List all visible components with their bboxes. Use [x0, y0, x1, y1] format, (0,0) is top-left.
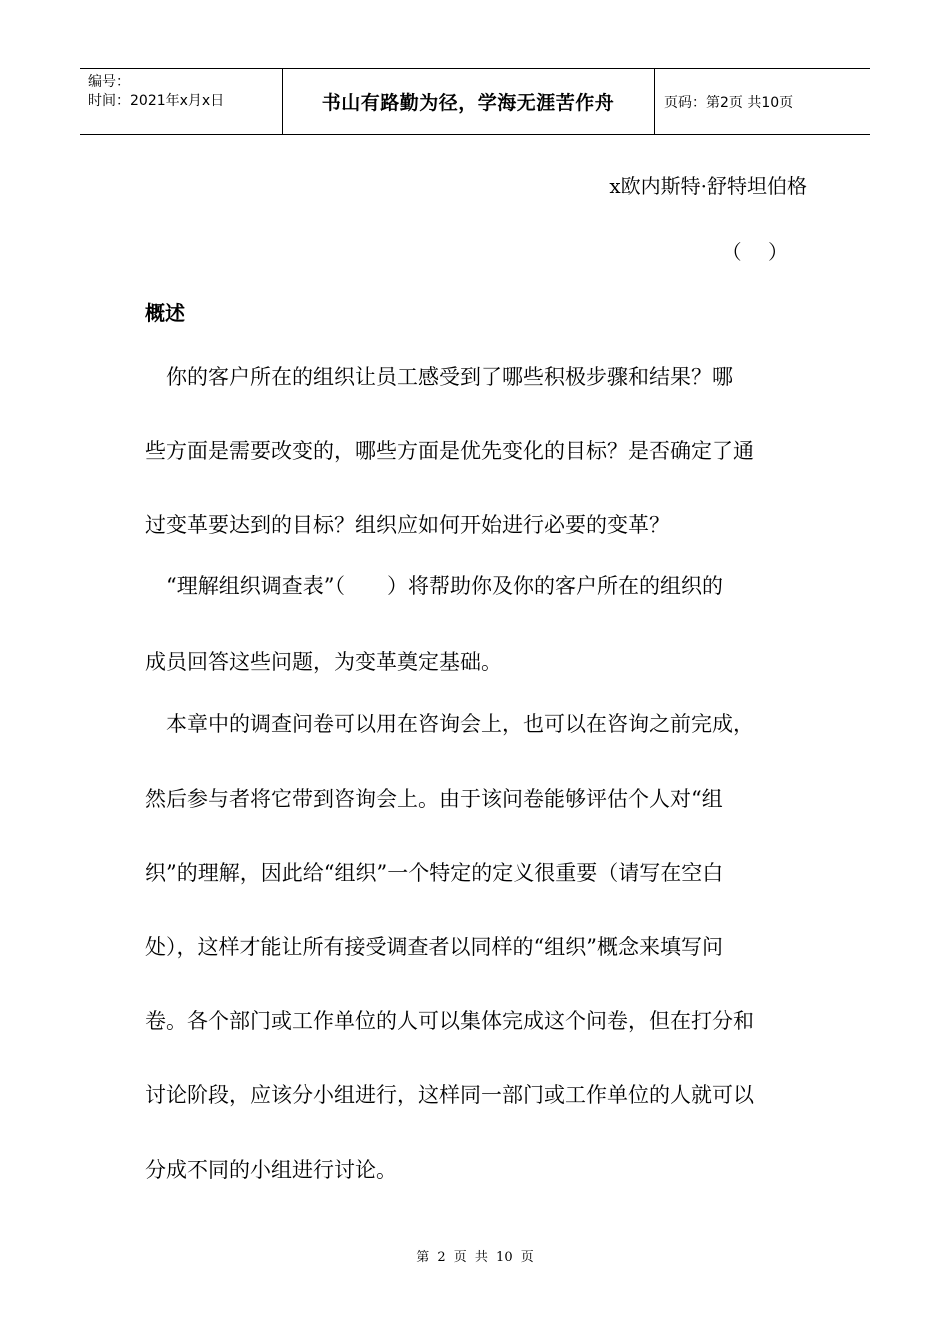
header-meta — [88, 73, 224, 111]
body-line: 讨论阶段，应该分小组进行，这样同一部门或工作单位的人就可以 — [145, 1083, 754, 1107]
body-line: 你的客户所在的组织让员工感受到了哪些积极步骤和结果？哪 — [145, 365, 733, 389]
page-footer: 第 2 页 共 10 页 — [416, 1250, 534, 1265]
header-divider — [654, 69, 655, 134]
body-line: 织”的理解，因此给“组织”一个特定的定义很重要（请写在空白 — [145, 861, 724, 885]
header-page-info: 页码：第2页 共10页 — [664, 94, 794, 111]
body-line: 本章中的调查问卷可以用在咨询会上，也可以在咨询之前完成， — [145, 712, 754, 736]
body-line: 成员回答这些问题，为变革奠定基础。 — [145, 650, 502, 674]
body-line: 分成不同的小组进行讨论。 — [145, 1158, 397, 1182]
header-motto: 书山有路勤为径，学海无涯苦作舟 — [321, 92, 615, 114]
document-number-label: 编号： — [88, 74, 130, 90]
body-line: 过变革要达到的目标？组织应如何开始进行必要的变革？ — [145, 513, 670, 537]
body-line: 然后参与者将它带到咨询会上。由于该问卷能够评估个人对“组 — [145, 787, 723, 811]
body-line: 些方面是需要改变的，哪些方面是优先变化的目标？是否确定了通 — [145, 439, 754, 463]
document-date: 时间：2021年x月x日 — [88, 93, 225, 109]
page-header — [80, 68, 870, 135]
body-line: 处），这样才能让所有接受调查者以同样的“组织”概念来填写问 — [145, 935, 723, 959]
author-line: x欧内斯特·舒特坦伯格 — [609, 174, 807, 198]
body-line: 卷。各个部门或工作单位的人可以集体完成这个问卷，但在打分和 — [145, 1009, 754, 1033]
empty-parentheses: （ ） — [721, 240, 798, 264]
section-title: 概述 — [145, 301, 185, 325]
body-line: “理解组织调查表”（ ）将帮助你及你的客户所在的组织的 — [145, 574, 723, 598]
